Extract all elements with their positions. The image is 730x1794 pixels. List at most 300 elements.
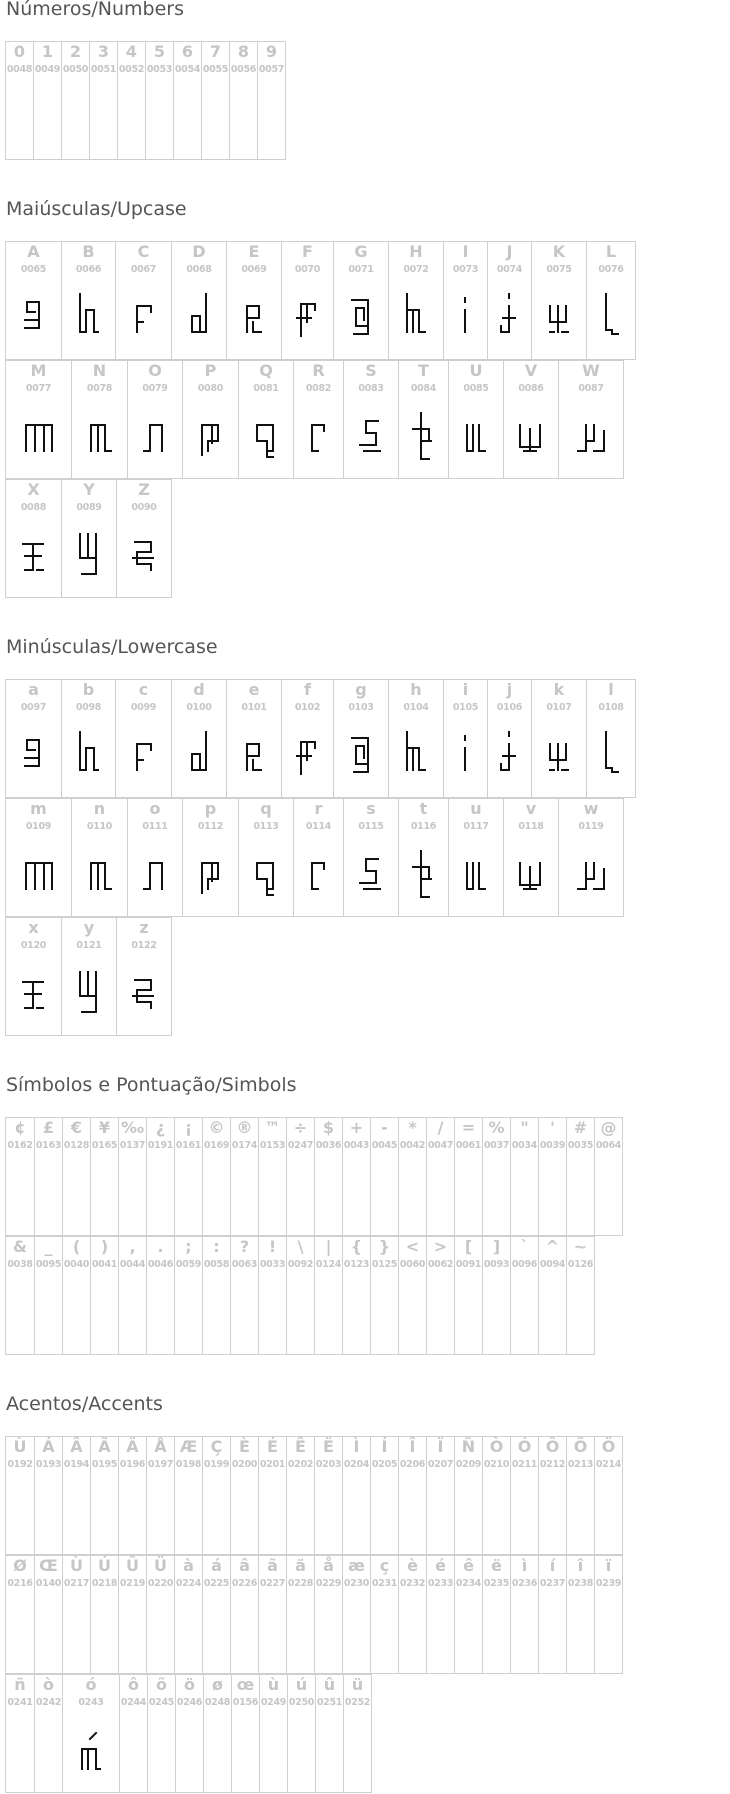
glyph-code-label: 0047 xyxy=(427,1140,454,1151)
glyph-char-label: Ã xyxy=(98,1437,111,1456)
glyph-cell xyxy=(5,41,34,160)
glyph-char-label: È xyxy=(239,1437,250,1456)
glyph-cell xyxy=(171,679,227,798)
glyph-row xyxy=(5,1436,622,1555)
glyph-char-label: Ì xyxy=(353,1437,360,1456)
font-glyph-sample xyxy=(85,849,115,899)
glyph-cell xyxy=(566,1236,595,1355)
glyph-char-label: [ xyxy=(464,1237,473,1256)
font-glyph-sample xyxy=(74,530,104,580)
glyph-cell xyxy=(538,1436,567,1555)
glyph-code-label: 0051 xyxy=(90,64,117,75)
glyph-code-label: 0246 xyxy=(176,1697,203,1708)
section-title-accents: Acentos/Accents xyxy=(6,1393,163,1415)
font-glyph-sample xyxy=(19,730,49,780)
glyph-code-label: 0110 xyxy=(86,821,113,832)
glyph-cell xyxy=(293,360,344,479)
glyph-cell xyxy=(566,1555,595,1674)
glyph-code-label: 0169 xyxy=(203,1140,230,1151)
glyph-cell xyxy=(443,241,488,360)
glyph-row xyxy=(5,1117,622,1236)
glyph-code-label: 0073 xyxy=(452,264,479,275)
glyph-char-label: q xyxy=(260,799,272,818)
glyph-char-label: & xyxy=(13,1237,27,1256)
glyph-cell xyxy=(147,1674,176,1793)
glyph-code-label: 0070 xyxy=(294,264,321,275)
glyph-code-label: 0069 xyxy=(241,264,267,275)
glyph-char-label: ø xyxy=(212,1675,223,1694)
glyph-code-label: 0098 xyxy=(75,702,102,713)
glyph-char-label: ^ xyxy=(545,1237,560,1256)
glyph-char-label: F xyxy=(302,242,313,261)
font-glyph-sample xyxy=(196,849,226,899)
glyph-char-label: è xyxy=(407,1556,418,1575)
glyph-code-label: 0225 xyxy=(203,1578,230,1589)
glyph-code-label: 0055 xyxy=(202,64,229,75)
glyph-code-label: 0204 xyxy=(343,1459,370,1470)
glyph-cell xyxy=(503,360,559,479)
font-glyph-sample xyxy=(401,730,431,780)
glyph-char-label: Í xyxy=(381,1437,388,1456)
glyph-char-label: Ë xyxy=(323,1437,334,1456)
font-glyph-sample xyxy=(19,530,49,580)
glyph-cell xyxy=(5,479,62,598)
font-glyph-sample xyxy=(239,730,269,780)
glyph-code-label: 0210 xyxy=(483,1459,510,1470)
glyph-char-label: + xyxy=(349,1118,364,1137)
glyph-code-label: 0079 xyxy=(142,383,168,394)
glyph-code-label: 0235 xyxy=(483,1578,510,1589)
glyph-char-label: * xyxy=(408,1118,417,1137)
font-glyph-sample xyxy=(544,730,574,780)
glyph-code-label: 0060 xyxy=(399,1259,426,1270)
glyph-char-label: N xyxy=(92,361,107,380)
glyph-cell xyxy=(343,798,399,917)
glyph-code-label: 0093 xyxy=(483,1259,510,1270)
glyph-cell xyxy=(448,798,504,917)
glyph-code-label: 0075 xyxy=(546,264,572,275)
glyph-cell xyxy=(34,1436,63,1555)
glyph-char-label: P xyxy=(204,361,217,380)
font-glyph-sample xyxy=(451,730,481,780)
glyph-code-label: 0250 xyxy=(288,1697,315,1708)
glyph-cell xyxy=(171,241,227,360)
glyph-code-label: 0049 xyxy=(34,64,61,75)
glyph-char-label: C xyxy=(137,242,150,261)
font-glyph-sample xyxy=(140,411,170,461)
glyph-code-label: 0057 xyxy=(258,64,285,75)
glyph-char-label: Õ xyxy=(573,1437,588,1456)
glyph-char-label: S xyxy=(365,361,377,380)
font-glyph-sample xyxy=(184,730,214,780)
glyph-cell xyxy=(286,1236,315,1355)
glyph-code-label: 0076 xyxy=(598,264,624,275)
glyph-code-label: 0126 xyxy=(567,1259,594,1270)
glyph-cell xyxy=(90,1236,119,1355)
glyph-char-label: e xyxy=(248,680,260,699)
glyph-cell xyxy=(443,679,488,798)
glyph-char-label: ; xyxy=(185,1237,192,1256)
glyph-char-label: o xyxy=(149,799,161,818)
glyph-cell xyxy=(231,1674,260,1793)
font-glyph-sample xyxy=(356,411,386,461)
glyph-cell xyxy=(566,1436,595,1555)
glyph-char-label: Â xyxy=(70,1437,83,1456)
glyph-row xyxy=(5,1674,371,1793)
glyph-code-label: 0239 xyxy=(595,1578,622,1589)
glyph-code-label: 0063 xyxy=(231,1259,258,1270)
glyph-char-label: J xyxy=(506,242,513,261)
glyph-char-label: V xyxy=(524,361,538,380)
glyph-char-label: ? xyxy=(239,1237,250,1256)
glyph-char-label: ® xyxy=(236,1118,253,1137)
glyph-cell xyxy=(201,41,230,160)
glyph-cell xyxy=(333,241,389,360)
glyph-code-label: 0050 xyxy=(62,64,89,75)
glyph-cell xyxy=(119,1674,148,1793)
glyph-code-label: 0216 xyxy=(7,1578,33,1589)
glyph-code-label: 0104 xyxy=(403,702,429,713)
glyph-code-label: 0102 xyxy=(294,702,321,713)
glyph-cell xyxy=(482,1236,511,1355)
glyph-char-label: $ xyxy=(322,1118,335,1137)
glyph-cell xyxy=(454,1555,483,1674)
glyph-code-label: 0097 xyxy=(20,702,47,713)
glyph-char-label: A xyxy=(27,242,40,261)
glyph-cell xyxy=(174,1436,203,1555)
glyph-cell xyxy=(117,41,146,160)
glyph-code-label: 0059 xyxy=(175,1259,202,1270)
glyph-cell xyxy=(594,1555,623,1674)
glyph-cell xyxy=(90,1555,119,1674)
font-glyph-sample xyxy=(516,849,546,899)
glyph-cell xyxy=(116,917,172,1036)
glyph-code-label: 0114 xyxy=(305,821,332,832)
glyph-cell xyxy=(127,798,183,917)
glyph-code-label: 0068 xyxy=(186,264,212,275)
glyph-char-label: O xyxy=(148,361,162,380)
glyph-code-label: 0094 xyxy=(539,1259,566,1270)
glyph-cell xyxy=(314,1436,343,1555)
glyph-cell xyxy=(487,241,532,360)
glyph-cell xyxy=(370,1555,399,1674)
glyph-char-label: Q xyxy=(259,361,273,380)
glyph-cell xyxy=(146,1117,175,1236)
glyph-char-label: " xyxy=(520,1118,529,1137)
glyph-cell xyxy=(202,1236,231,1355)
glyph-cell xyxy=(5,1555,35,1674)
glyph-cell xyxy=(174,1555,203,1674)
glyph-char-label: U xyxy=(469,361,483,380)
font-glyph-sample xyxy=(596,292,626,342)
glyph-cell xyxy=(118,1117,147,1236)
glyph-code-label: 0238 xyxy=(567,1578,594,1589)
glyph-char-label: / xyxy=(437,1118,444,1137)
glyph-code-label: 0199 xyxy=(203,1459,230,1470)
glyph-char-label: ü xyxy=(351,1675,364,1694)
glyph-code-label: 0090 xyxy=(131,502,157,513)
glyph-char-label: I xyxy=(462,242,469,261)
glyph-char-label: Ù xyxy=(13,1437,27,1456)
glyph-char-label: 8 xyxy=(237,42,250,61)
glyph-cell xyxy=(238,360,294,479)
glyph-char-label: € xyxy=(70,1118,83,1137)
glyph-char-label: { xyxy=(350,1237,363,1256)
glyph-cell xyxy=(230,1117,259,1236)
glyph-char-label: v xyxy=(525,799,537,818)
glyph-code-label: 0218 xyxy=(91,1578,118,1589)
font-glyph-sample xyxy=(356,849,386,899)
glyph-cell xyxy=(342,1117,371,1236)
glyph-code-label: 0087 xyxy=(578,383,604,394)
glyph-char-label: \ xyxy=(297,1237,304,1256)
glyph-cell xyxy=(426,1236,455,1355)
glyph-cell xyxy=(226,241,282,360)
glyph-code-label: 0251 xyxy=(316,1697,343,1708)
font-glyph-sample xyxy=(24,411,54,461)
glyph-code-label: 0213 xyxy=(567,1459,594,1470)
glyph-code-label: 0214 xyxy=(595,1459,622,1470)
glyph-cell xyxy=(258,1555,287,1674)
glyph-cell xyxy=(202,1555,231,1674)
glyph-char-label: ' xyxy=(550,1118,555,1137)
glyph-char-label: ñ xyxy=(14,1675,26,1694)
glyph-char-label: à xyxy=(183,1556,194,1575)
font-glyph-sample xyxy=(24,849,54,899)
glyph-code-label: 0234 xyxy=(455,1578,482,1589)
glyph-char-label: j xyxy=(506,680,513,699)
glyph-cell xyxy=(258,1436,287,1555)
glyph-cell xyxy=(286,1555,315,1674)
glyph-code-label: 0108 xyxy=(598,702,624,713)
glyph-char-label: L xyxy=(605,242,617,261)
glyph-char-label: # xyxy=(573,1118,588,1137)
glyph-char-label: 6 xyxy=(181,42,194,61)
glyph-char-label: ê xyxy=(463,1556,474,1575)
glyph-cell xyxy=(281,679,334,798)
glyph-char-label: } xyxy=(378,1237,391,1256)
glyph-cell xyxy=(343,1674,372,1793)
glyph-cell xyxy=(531,679,587,798)
glyph-code-label: 0080 xyxy=(197,383,224,394)
glyph-code-label: 0067 xyxy=(130,264,157,275)
glyph-char-label: y xyxy=(83,918,95,937)
glyph-char-label: î xyxy=(577,1556,584,1575)
glyph-char-label: Ô xyxy=(545,1437,560,1456)
glyph-code-label: 0092 xyxy=(287,1259,314,1270)
glyph-char-label: M xyxy=(30,361,47,380)
glyph-code-label: 0191 xyxy=(147,1140,174,1151)
glyph-code-label: 0101 xyxy=(241,702,267,713)
glyph-cell xyxy=(482,1436,511,1555)
glyph-code-label: 0116 xyxy=(410,821,437,832)
glyph-code-label: 0203 xyxy=(315,1459,342,1470)
glyph-char-label: p xyxy=(204,799,217,818)
glyph-code-label: 0038 xyxy=(7,1259,33,1270)
glyph-code-label: 0232 xyxy=(399,1578,426,1589)
glyph-code-label: 0212 xyxy=(539,1459,566,1470)
glyph-char-label: 4 xyxy=(125,42,138,61)
glyph-code-label: 0081 xyxy=(253,383,279,394)
glyph-code-label: 0056 xyxy=(230,64,257,75)
glyph-code-label: 0236 xyxy=(511,1578,538,1589)
glyph-char-label: X xyxy=(27,480,40,499)
glyph-cell xyxy=(5,241,62,360)
glyph-code-label: 0206 xyxy=(399,1459,426,1470)
glyph-code-label: 0174 xyxy=(231,1140,258,1151)
glyph-cell xyxy=(398,1555,427,1674)
glyph-char-label: ™ xyxy=(264,1118,281,1137)
glyph-char-label: õ xyxy=(156,1675,167,1694)
glyph-char-label: ô xyxy=(128,1675,139,1694)
glyph-cell xyxy=(566,1117,595,1236)
glyph-code-label: 0085 xyxy=(463,383,489,394)
glyph-code-label: 0054 xyxy=(174,64,201,75)
glyph-cell xyxy=(398,1117,427,1236)
glyph-row xyxy=(5,1236,594,1355)
glyph-code-label: 0198 xyxy=(175,1459,202,1470)
glyph-code-label: 0247 xyxy=(287,1140,314,1151)
glyph-code-label: 0252 xyxy=(344,1697,371,1708)
glyph-code-label: 0105 xyxy=(452,702,479,713)
glyph-code-label: 0249 xyxy=(260,1697,287,1708)
glyph-code-label: 0089 xyxy=(76,502,102,513)
glyph-char-label: Z xyxy=(138,480,150,499)
glyph-char-label: d xyxy=(193,680,205,699)
glyph-char-label: Ø xyxy=(13,1556,27,1575)
glyph-code-label: 0243 xyxy=(78,1697,104,1708)
glyph-row xyxy=(5,798,623,917)
glyph-cell xyxy=(182,360,239,479)
glyph-code-label: 0237 xyxy=(539,1578,566,1589)
glyph-code-label: 0120 xyxy=(20,940,47,951)
glyph-code-label: 0036 xyxy=(315,1140,342,1151)
glyph-code-label: 0091 xyxy=(455,1259,482,1270)
glyph-code-label: 0162 xyxy=(7,1140,33,1151)
glyph-row xyxy=(5,360,623,479)
glyph-cell xyxy=(61,917,117,1036)
glyph-char-label: h xyxy=(410,680,422,699)
glyph-char-label: | xyxy=(325,1237,332,1256)
glyph-char-label: w xyxy=(583,799,599,818)
glyph-char-label: æ xyxy=(348,1556,365,1575)
glyph-code-label: 0083 xyxy=(358,383,384,394)
glyph-char-label: g xyxy=(355,680,367,699)
glyph-code-label: 0066 xyxy=(75,264,102,275)
glyph-cell xyxy=(71,360,128,479)
glyph-char-label: Ó xyxy=(517,1437,532,1456)
glyph-cell xyxy=(315,1674,344,1793)
glyph-code-label: 0229 xyxy=(315,1578,342,1589)
glyph-char-label: Å xyxy=(154,1437,167,1456)
glyph-cell xyxy=(61,679,116,798)
glyph-cell xyxy=(510,1117,539,1236)
glyph-char-label: G xyxy=(354,242,368,261)
glyph-cell xyxy=(454,1117,483,1236)
glyph-char-label: ó xyxy=(85,1675,97,1694)
glyph-code-label: 0084 xyxy=(410,383,437,394)
section-title-lowercase: Minúsculas/Lowercase xyxy=(6,636,218,658)
font-glyph-sample xyxy=(293,292,323,342)
glyph-code-label: 0125 xyxy=(371,1259,398,1270)
glyph-cell xyxy=(34,1555,63,1674)
glyph-cell xyxy=(259,1674,288,1793)
glyph-char-label: > xyxy=(433,1237,448,1256)
glyph-cell xyxy=(5,1117,35,1236)
glyph-cell xyxy=(258,1236,287,1355)
glyph-cell xyxy=(118,1436,147,1555)
glyph-char-label: m xyxy=(30,799,47,818)
glyph-code-label: 0039 xyxy=(539,1140,566,1151)
glyph-char-label: ~ xyxy=(573,1237,588,1256)
glyph-cell xyxy=(182,798,239,917)
glyph-cell xyxy=(61,479,117,598)
glyph-char-label: ç xyxy=(379,1556,390,1575)
glyph-code-label: 0074 xyxy=(496,264,523,275)
glyph-row xyxy=(5,41,285,160)
glyph-cell xyxy=(538,1117,567,1236)
glyph-char-label: œ xyxy=(236,1675,255,1694)
glyph-char-label: ã xyxy=(267,1556,278,1575)
glyph-char-label: Ê xyxy=(295,1437,306,1456)
glyph-code-label: 0231 xyxy=(371,1578,398,1589)
glyph-code-label: 0095 xyxy=(35,1259,62,1270)
font-glyph-sample xyxy=(304,411,334,461)
font-glyph-sample xyxy=(19,968,49,1018)
glyph-row xyxy=(5,1555,622,1674)
glyph-cell xyxy=(33,41,62,160)
glyph-cell xyxy=(5,1236,35,1355)
glyph-cell xyxy=(482,1117,511,1236)
glyph-cell xyxy=(90,1436,119,1555)
glyph-cell xyxy=(314,1555,343,1674)
glyph-char-label: 5 xyxy=(153,42,166,61)
glyph-code-label: 0228 xyxy=(287,1578,314,1589)
glyph-cell xyxy=(257,41,286,160)
glyph-code-label: 0040 xyxy=(63,1259,90,1270)
glyph-code-label: 0112 xyxy=(197,821,224,832)
glyph-char-label: . xyxy=(157,1237,164,1256)
glyph-code-label: 0194 xyxy=(63,1459,90,1470)
glyph-code-label: 0195 xyxy=(91,1459,118,1470)
glyph-cell xyxy=(343,360,399,479)
glyph-code-label: 0044 xyxy=(119,1259,146,1270)
font-glyph-sample xyxy=(409,411,439,461)
glyph-code-label: 0192 xyxy=(7,1459,33,1470)
glyph-code-label: 0107 xyxy=(546,702,572,713)
glyph-cell xyxy=(71,798,128,917)
glyph-cell xyxy=(454,1236,483,1355)
glyph-code-label: 0061 xyxy=(455,1140,482,1151)
glyph-code-label: 0242 xyxy=(35,1697,62,1708)
glyph-cell xyxy=(448,360,504,479)
font-glyph-sample xyxy=(251,849,281,899)
glyph-char-label: < xyxy=(405,1237,420,1256)
glyph-char-label: 2 xyxy=(69,42,82,61)
font-glyph-sample xyxy=(129,530,159,580)
glyph-code-label: 0053 xyxy=(146,64,173,75)
section-title-symbols: Símbolos e Pontuação/Simbols xyxy=(6,1074,297,1096)
glyph-code-label: 0096 xyxy=(511,1259,538,1270)
glyph-cell xyxy=(510,1436,539,1555)
glyph-cell xyxy=(538,1555,567,1674)
glyph-char-label: 9 xyxy=(265,42,278,61)
glyph-cell xyxy=(116,479,172,598)
glyph-char-label: Y xyxy=(83,480,95,499)
glyph-char-label: é xyxy=(435,1556,446,1575)
glyph-char-label: Ç xyxy=(210,1437,223,1456)
glyph-cell xyxy=(34,1674,63,1793)
